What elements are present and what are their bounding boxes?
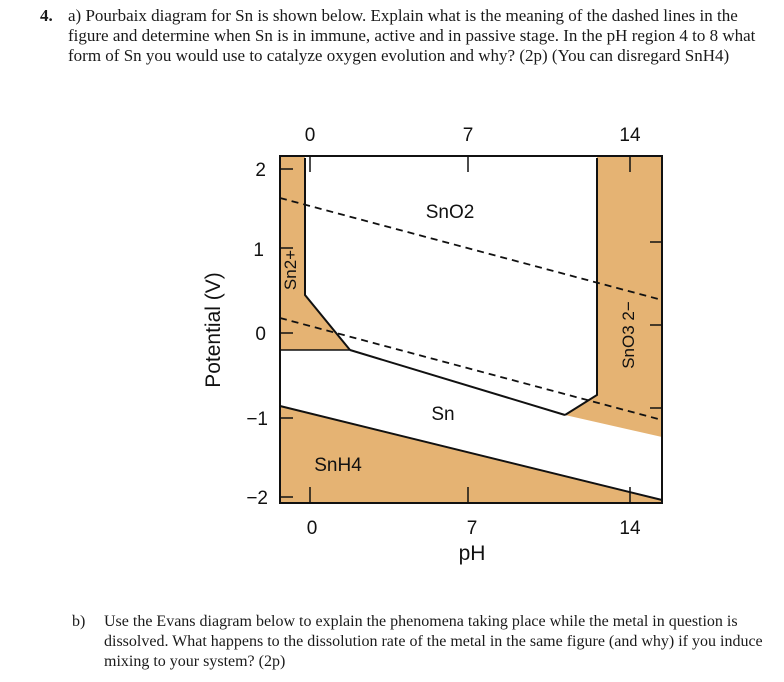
sno3-region	[565, 156, 662, 437]
question-part-a-text: a) Pourbaix diagram for Sn is shown below. Explain what is the meaning of the dashed lines in the figure and determine when Sn is in immune, active and in passive stage. In the pH region 4 to 8 what form of Sn you would use to catalyze oxygen evolution and why? (2p) (You can disregard SnH4)	[68, 6, 756, 65]
region-label-sno3: SnO3 2−	[619, 301, 638, 369]
bottom-tick-label: 0	[306, 518, 318, 539]
top-tick-label: 14	[619, 125, 641, 146]
y-tick-label: −2	[246, 488, 268, 509]
question-number: 4.	[40, 6, 53, 25]
sn-sno2-boundary-line	[350, 350, 565, 415]
y-tick-label: 0	[255, 324, 266, 345]
y-tick-label: −1	[246, 409, 268, 430]
x-axis-label: pH	[458, 542, 486, 565]
sno3-boundary-line	[565, 158, 597, 415]
part-b-label: b)	[72, 613, 86, 630]
region-label-sn2plus: Sn2+	[281, 249, 300, 291]
y-axis-label: Potential (V)	[202, 272, 225, 388]
bottom-tick-label: 14	[619, 518, 641, 539]
region-label-sn: Sn	[431, 404, 455, 425]
region-label-sno2: SnO2	[425, 202, 475, 223]
region-label-snh4: SnH4	[314, 455, 362, 476]
top-tick-label: 7	[462, 125, 474, 146]
y-tick-label: 2	[255, 160, 266, 181]
top-tick-label: 0	[304, 125, 316, 146]
bottom-tick-label: 7	[466, 518, 478, 539]
part-b-text: Use the Evans diagram below to explain the phenomena taking place while the metal in question is dissolved. What happens to the dissolution rate of the metal in the same figure (and why) if you induce mixing to your system? (2p)	[104, 613, 763, 670]
y-tick-label: 1	[253, 240, 264, 261]
